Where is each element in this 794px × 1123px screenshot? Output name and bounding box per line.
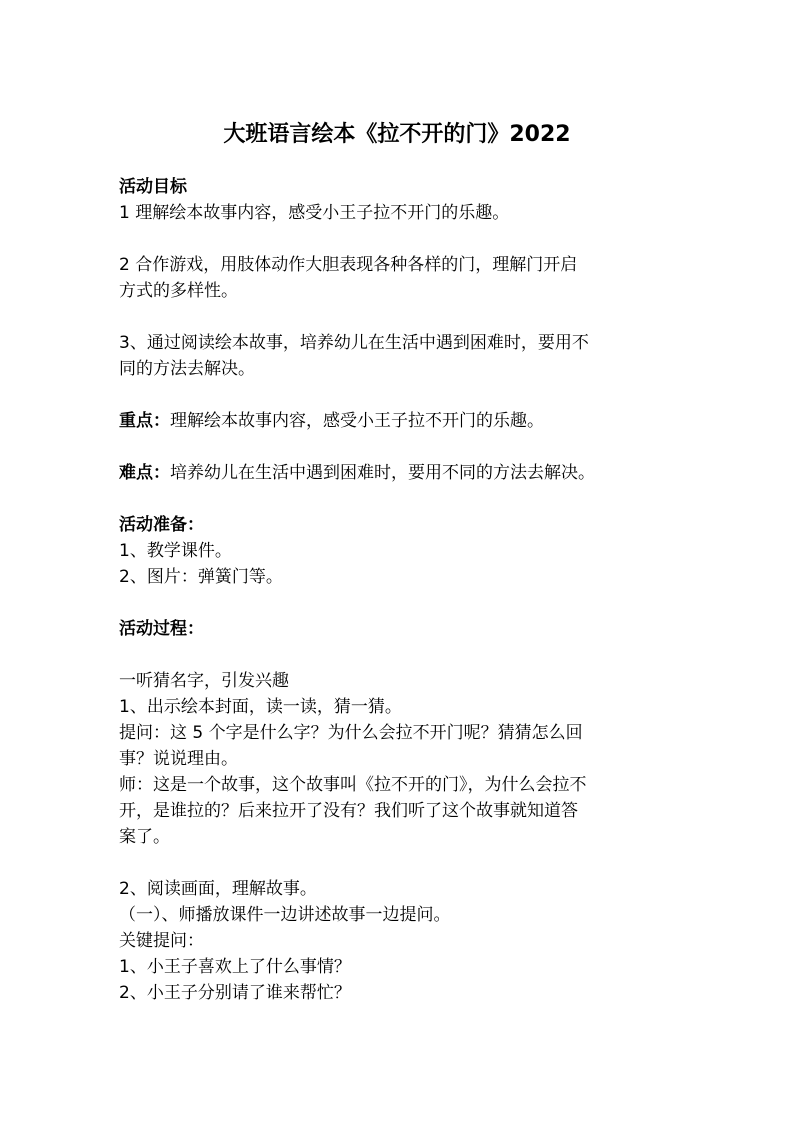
teacher-line-2: 开，是谁拉的？后来拉开了没有？我们听了这个故事就知道答: [119, 801, 578, 821]
goal-2-line-1: 2 合作游戏，用肢体动作大胆表现各种各样的门，理解门开启: [119, 255, 578, 275]
preparation-heading: 活动准备：: [119, 515, 204, 535]
process-section-2: 2、阅读画面，理解故事。: [119, 879, 317, 899]
difficulty: [119, 461, 595, 485]
goals-heading: 活动目标: [119, 177, 187, 197]
goal-1: 1 理解绘本故事内容，感受小王子拉不开门的乐趣。: [119, 203, 510, 223]
key-point: [119, 409, 544, 433]
teacher-line-1: 师：这是一个故事，这个故事叫《拉不开的门》，为什么会拉不: [119, 775, 587, 795]
question-1-line-1: 提问：这 5 个字是什么字？为什么会拉不开门呢？猜猜怎么回: [119, 723, 583, 743]
goal-3-line-1: 3、通过阅读绘本故事，培养幼儿在生活中遇到困难时，要用不: [119, 333, 589, 353]
process-s1-item-1: 1、出示绘本封面，读一读，猜一猜。: [119, 697, 402, 717]
goal-2-line-2: 方式的多样性。: [119, 281, 238, 301]
key-question-1: 1、小王子喜欢上了什么事情？: [119, 957, 351, 977]
question-1-line-2: 事？说说理由。: [119, 749, 238, 769]
key-point-label: 重点：: [119, 411, 170, 431]
difficulty-label: 难点：: [119, 463, 170, 483]
key-point-text: 理解绘本故事内容，感受小王子拉不开门的乐趣。: [170, 411, 544, 431]
preparation-item-1: 1、教学课件。: [119, 541, 232, 561]
process-heading: 活动过程：: [119, 619, 204, 639]
document-title: 大班语言绘本《拉不开的门》2022: [223, 122, 571, 147]
teacher-line-3: 案了。: [119, 827, 170, 847]
difficulty-text: 培养幼儿在生活中遇到困难时，要用不同的方法去解决。: [170, 463, 595, 483]
process-section-1: 一听猜名字，引发兴趣: [119, 671, 289, 691]
key-questions-label: 关键提问：: [119, 931, 204, 951]
process-sub-1: （一）、师播放课件一边讲述故事一边提问。: [119, 905, 451, 925]
key-question-2: 2、小王子分别请了谁来帮忙？: [119, 983, 351, 1003]
preparation-item-2: 2、图片：弹簧门等。: [119, 567, 283, 587]
goal-3-line-2: 同的方法去解决。: [119, 359, 255, 379]
